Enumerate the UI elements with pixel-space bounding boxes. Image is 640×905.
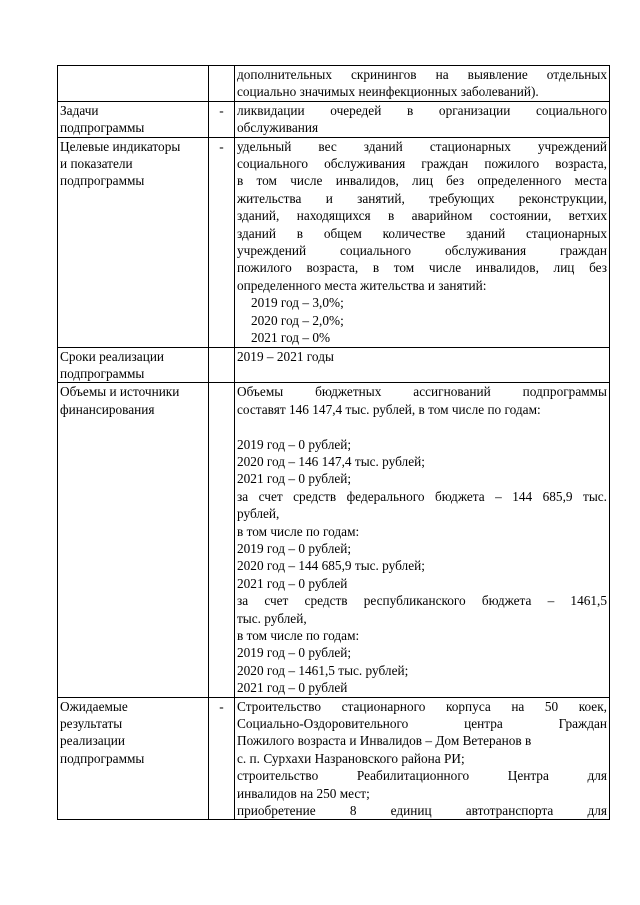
content-line: 2021 год – 0 рублей; xyxy=(237,471,352,487)
row-label-line: финансирования xyxy=(60,401,155,417)
row-dash-cell: - xyxy=(209,137,235,347)
row-label-line: Сроки реализации xyxy=(60,348,165,364)
content-line: 2019 год – 0 рублей; xyxy=(237,540,352,556)
content-line: зданий, находящихся в аварийном состоянии, ветхих xyxy=(237,208,607,224)
row-label-line: и показатели xyxy=(60,156,133,172)
row-dash-cell: - xyxy=(209,101,235,137)
row-dash-cell xyxy=(209,383,235,697)
row-label-cell xyxy=(58,697,209,820)
row-content-cell xyxy=(235,101,610,137)
table-row xyxy=(58,383,610,697)
content-line: 2021 год – 0 рублей xyxy=(237,575,348,591)
row-label-line: подпрограммы xyxy=(60,365,145,381)
content-line: Объемы бюджетных ассигнований подпрограммы xyxy=(237,384,607,400)
content-line: 2020 год – 2,0%; xyxy=(251,312,344,328)
content-line: Социально-Оздоровительного центра Граждан xyxy=(237,716,607,732)
content-line: приобретение 8 единиц автотранспорта для xyxy=(237,803,607,819)
content-line: обслуживания xyxy=(237,120,319,136)
content-line: пожилого возраста, в том числе инвалидов, лиц без xyxy=(237,260,607,276)
content-line: зданий в общем количестве зданий стационарных xyxy=(237,225,607,241)
content-line: за счет средств федерального бюджета – 144 685,9 тыс. xyxy=(237,488,607,504)
content-line: 2021 год – 0 рублей xyxy=(237,680,348,696)
content-line xyxy=(237,418,607,435)
content-line: 2019 год – 0 рублей; xyxy=(237,436,352,452)
content-line: 2019 год – 3,0%; xyxy=(251,295,344,311)
row-label-cell xyxy=(58,137,209,347)
row-label-line: Объемы и источники xyxy=(60,384,180,400)
row-dash-cell xyxy=(209,66,235,102)
row-label-line: Задачи xyxy=(60,102,99,118)
row-label-cell xyxy=(58,383,209,697)
content-line: 2020 год – 146 147,4 тыс. рублей; xyxy=(237,453,425,469)
content-line: строительство Реабилитационного Центра для xyxy=(237,768,607,784)
row-content-cell xyxy=(235,347,610,383)
row-dash-cell: - xyxy=(209,697,235,820)
table-row xyxy=(58,101,610,137)
row-content-cell xyxy=(235,137,610,347)
subprogram-passport-table xyxy=(57,65,610,820)
row-label-cell xyxy=(58,66,209,102)
row-label-line: Целевые индикаторы xyxy=(60,138,181,154)
document-page xyxy=(57,65,609,820)
row-label-line: реализации xyxy=(60,733,125,749)
content-line: в том числе инвалидов, лиц без определенного места xyxy=(237,173,607,189)
row-content-cell xyxy=(235,697,610,820)
content-line: в том числе по годам: xyxy=(237,523,360,539)
content-line: за счет средств республиканского бюджета – 1461,5 xyxy=(237,593,607,609)
table-body xyxy=(58,66,610,820)
content-line: 2019 год – 0 рублей; xyxy=(237,645,352,661)
row-label-line: подпрограммы xyxy=(60,750,145,766)
content-line: тыс. рублей, xyxy=(237,610,307,626)
row-label-line: результаты xyxy=(60,716,123,732)
content-line: удельный вес зданий стационарных учреждений xyxy=(237,138,607,154)
content-line: 2019 – 2021 годы xyxy=(237,348,334,364)
row-label-line: подпрограммы xyxy=(60,120,145,136)
row-content-cell xyxy=(235,66,610,102)
table-row xyxy=(58,66,610,102)
content-line: с. п. Сурхахи Назрановского района РИ; xyxy=(237,750,465,766)
table-row xyxy=(58,347,610,383)
content-line: дополнительных скринингов на выявление отдельных xyxy=(237,67,607,82)
row-label-line: подпрограммы xyxy=(60,173,145,189)
content-line: социально значимых неинфекционных заболеваний). xyxy=(237,84,539,100)
table-row xyxy=(58,137,610,347)
content-line: определенного места жительства и занятий: xyxy=(237,277,487,293)
content-line: в том числе по годам: xyxy=(237,627,360,643)
content-line: 2020 год – 144 685,9 тыс. рублей; xyxy=(237,558,425,574)
row-label-line: Ожидаемые xyxy=(60,698,128,714)
row-content-cell xyxy=(235,383,610,697)
content-line: учреждений социального обслуживания граждан xyxy=(237,243,607,259)
content-line: 2020 год – 1461,5 тыс. рублей; xyxy=(237,662,409,678)
content-line: 2021 год – 0% xyxy=(251,330,331,346)
table-row xyxy=(58,697,610,820)
row-label-cell xyxy=(58,101,209,137)
row-dash-cell xyxy=(209,347,235,383)
content-line: Строительство стационарного корпуса на 50 коек, xyxy=(237,698,607,714)
row-label-cell xyxy=(58,347,209,383)
content-line: Пожилого возраста и Инвалидов – Дом Ветеранов в xyxy=(237,733,532,749)
content-line: рублей, xyxy=(237,506,280,522)
content-line: инвалидов на 250 мест; xyxy=(237,785,370,801)
content-line: социального обслуживания граждан пожилого возраста, xyxy=(237,156,607,172)
content-line: ликвидации очередей в организации социального xyxy=(237,102,607,118)
content-line: составят 146 147,4 тыс. рублей, в том числе по годам: xyxy=(237,401,541,417)
content-line: жительства и занятий, требующих реконструкции, xyxy=(237,190,607,206)
